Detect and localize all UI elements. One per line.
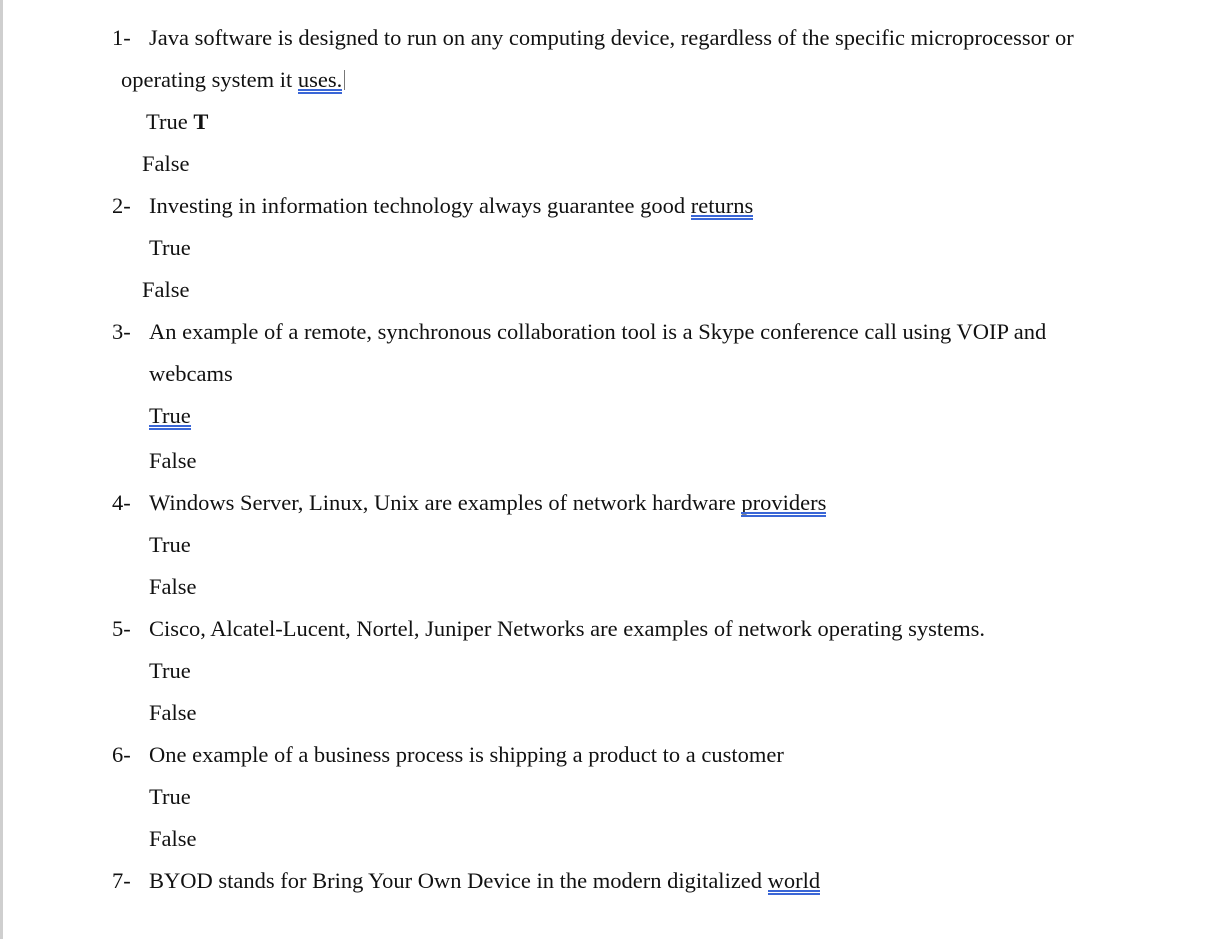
flagged-word: returns [690, 193, 754, 218]
option-false[interactable] [149, 700, 197, 726]
question-text[interactable]: An example of a remote, synchronous collaboration tool is a Skype conference call using VOIP and [149, 319, 1047, 344]
option-label: False [149, 448, 197, 473]
option-label: False [142, 277, 190, 302]
question-number: 3- [112, 319, 131, 344]
option-true[interactable] [149, 784, 191, 810]
flagged-word: world [767, 868, 821, 893]
option-label: True [149, 403, 191, 428]
option-false[interactable] [142, 151, 190, 177]
option-label: True [149, 784, 191, 809]
question-number: 7- [112, 868, 131, 893]
flagged-word: providers [741, 490, 827, 515]
option-label: True [149, 658, 191, 683]
grammar-flag[interactable] [768, 868, 821, 894]
grammar-flag[interactable] [741, 490, 826, 516]
question-number: 1- [112, 25, 131, 50]
text-segment: Investing in information technology always guarantee good [149, 193, 691, 218]
grammar-flag[interactable] [149, 403, 191, 429]
question-number: 2- [112, 193, 131, 218]
option-label: True [149, 235, 191, 260]
question-text[interactable] [149, 193, 753, 219]
flagged-word: uses. [297, 67, 343, 92]
question-text[interactable] [149, 868, 820, 894]
answer-mark: T [193, 109, 209, 134]
option-true[interactable] [149, 235, 191, 261]
option-false[interactable] [149, 574, 197, 600]
option-false[interactable] [149, 826, 197, 852]
option-true[interactable] [149, 658, 191, 684]
option-label: False [149, 574, 197, 599]
option-label: True [146, 109, 188, 134]
text-segment: BYOD stands for Bring Your Own Device in the modern digitalized [149, 868, 768, 893]
question-text-continued[interactable] [121, 67, 345, 93]
option-true[interactable] [146, 109, 208, 135]
grammar-flag[interactable] [298, 67, 342, 93]
text-cursor [344, 70, 345, 90]
question-text[interactable] [149, 490, 826, 516]
option-false[interactable] [149, 448, 197, 474]
option-label: False [149, 700, 197, 725]
question-text[interactable]: Cisco, Alcatel-Lucent, Nortel, Juniper Networks are examples of network operating systems. [149, 616, 986, 641]
question-number: 4- [112, 490, 131, 515]
option-label: False [142, 151, 190, 176]
option-label: False [149, 826, 197, 851]
question-text-continued[interactable]: webcams [149, 361, 233, 386]
question-text[interactable]: Java software is designed to run on any computing device, regardless of the specific microprocessor or [149, 25, 1074, 50]
question-text[interactable]: One example of a business process is shipping a product to a customer [149, 742, 784, 767]
text-segment: Windows Server, Linux, Unix are examples of network hardware [149, 490, 742, 515]
grammar-flag[interactable] [691, 193, 753, 219]
question-number: 5- [112, 616, 131, 641]
page-edge [0, 0, 3, 939]
question-number: 6- [112, 742, 131, 767]
option-label: True [149, 532, 191, 557]
text-segment: operating system it [121, 67, 298, 92]
option-true[interactable] [149, 532, 191, 558]
option-true[interactable] [149, 403, 191, 429]
option-false[interactable] [142, 277, 190, 303]
